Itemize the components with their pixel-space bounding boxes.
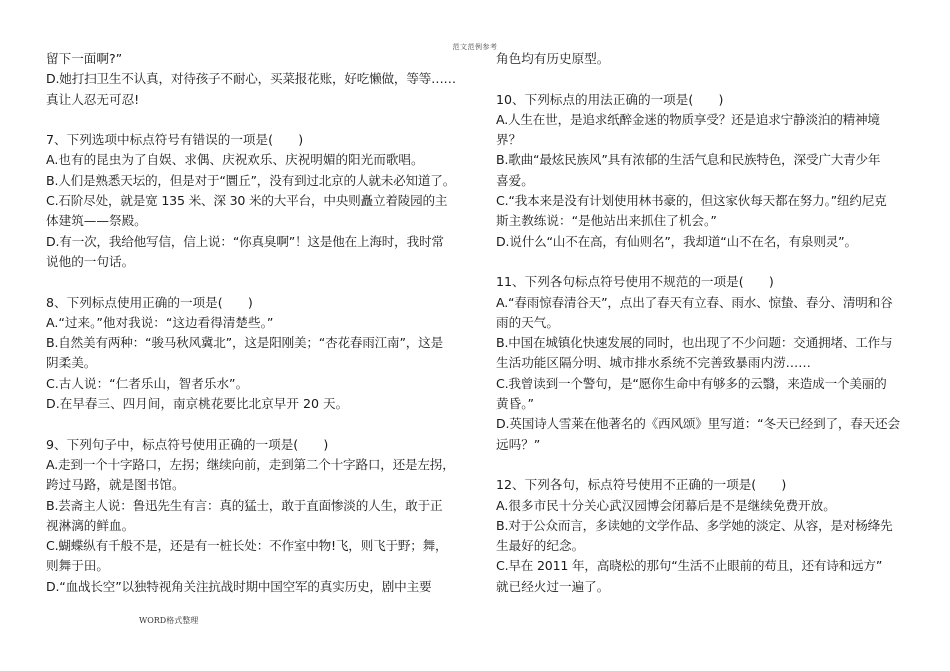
text-line: B.人们是熟悉天坛的，但是对于“圜丘”，没有到过北京的人就未必知道了。 (46, 172, 456, 188)
text-line: 视淋漓的鲜血。 (46, 517, 135, 533)
question-block (46, 49, 476, 110)
text-line: 留下一面啊?” (46, 51, 123, 66)
question-title: 8、下列标点使用正确的一项是( ) (46, 294, 253, 310)
left-column (46, 49, 476, 597)
text-line: D.有一次，我给他写信，信上说：“你真臭啊”！这是他在上海时，我时常 (46, 233, 444, 249)
text-line: B.芸斋主人说：鲁迅先生有言：真的猛士，敢于直面惨淡的人生，敢于正 (46, 497, 443, 513)
text-line: C.我曾读到一个警句，是“愿你生命中有够多的云翳，来造成一个美丽的 (496, 375, 887, 391)
text-line: B.自然美有两种：“骏马秋风冀北”，这是阳刚美；“杏花春雨江南”，这是 (46, 335, 443, 351)
question-block (496, 49, 926, 69)
text-line: 说他的一句话。 (46, 253, 135, 269)
text-line: B.歌曲“最炫民族风”具有浓郁的生活气息和民族特色，深受广大青少年 (496, 152, 881, 168)
text-line: 跨过马路，就是图书馆。 (46, 477, 185, 493)
question-title: 7、下列选项中标点符号有错误的一项是( ) (46, 132, 304, 148)
text-line: A.人生在世，是追求纸醉金迷的物质享受？还是追求宁静淡泊的精神境 (496, 111, 880, 127)
question-block (46, 293, 476, 415)
text-line: 远吗？” (496, 436, 541, 452)
text-line: 则舞于田。 (46, 558, 109, 574)
question-block (46, 130, 476, 272)
question-title: 10、下列标点的用法正确的一项是( ) (496, 91, 724, 107)
text-line: A.很多市民十分关心武汉园博会闭幕后是不是继续免费开放。 (496, 497, 836, 513)
text-line: C.石阶尽处，就是宽 135 米、深 30 米的大平台，中央则矗立着陵园的主 (46, 193, 448, 209)
question-block (46, 435, 476, 597)
question-title: 11、下列各句标点符号使用不规范的一项是( ) (496, 274, 774, 290)
text-line: B.对于公众而言，多读她的文学作品、多学她的淡定、从容，是对杨绛先 (496, 517, 893, 533)
text-line: 斯主教练说：“是他站出来抓住了机会。” (496, 213, 717, 229)
text-line: 黄昏。” (496, 396, 535, 412)
text-line: A.“春雨惊春清谷天”，点出了春天有立春、雨水、惊蛰、春分、清明和谷 (496, 294, 893, 310)
page-header: 范文范例参考 (452, 43, 498, 51)
question-block (496, 475, 926, 597)
right-column (496, 49, 926, 597)
text-line: 阴柔美。 (46, 355, 97, 371)
text-line: 界？ (496, 132, 522, 148)
text-line: A.“过来。”他对我说：“这边看得清楚些。” (46, 314, 274, 330)
text-line: D.“血战长空”以独特视角关注抗战时期中国空军的真实历史，剧中主要 (46, 578, 432, 594)
text-line: 雨的天气。 (496, 314, 559, 330)
question-block (496, 272, 926, 455)
text-line: A.也有的昆虫为了自娱、求偶、庆祝欢乐、庆祝明媚的阳光而歌唱。 (46, 152, 424, 168)
text-line: B.中国在城镇化快速发展的同时，也出现了不少问题：交通拥堵、工作与 (496, 335, 893, 351)
text-line: D.在早春三、四月间，南京桃花要比北京早开 20 天。 (46, 396, 349, 412)
text-line: 就已经火过一遍了。 (496, 578, 610, 594)
text-line: 体建筑——祭殿。 (46, 213, 147, 229)
text-line: D.英国诗人雪莱在他著名的《西风颂》里写道：“冬天已经到了，春天还会 (496, 416, 900, 432)
text-line: 生最好的纪念。 (496, 538, 585, 554)
text-line: A.走到一个十字路口，左拐；继续向前，走到第二个十字路口，还是左拐， (46, 456, 455, 472)
page-footer: WORD格式整理 (139, 616, 199, 625)
question-block (496, 90, 926, 252)
text-line: D.说什么“山不在高，有仙则名”，我却道“山不在名，有泉则灵”。 (496, 233, 857, 249)
text-line: 角色均有历史原型。 (496, 51, 610, 66)
text-line: 真让人忍无可忍! (46, 91, 140, 107)
text-line: C.早在 2011 年，高晓松的那句“生活不止眼前的苟且，还有诗和远方” (496, 558, 883, 574)
text-line: C.古人说：“仁者乐山，智者乐水”。 (46, 375, 249, 391)
text-line: D.她打扫卫生不认真，对待孩子不耐心，买菜报花账，好吃懒做，等等…… (46, 71, 456, 87)
text-line: 生活功能区隔分明、城市排水系统不完善致暴雨内涝…… (496, 355, 811, 371)
text-line: C.“我本来是没有计划使用林书豪的，但这家伙每天都在努力。”纽约尼克 (496, 193, 887, 209)
question-title: 12、下列各句，标点符号使用不正确的一项是( ) (496, 477, 787, 493)
text-line: C.蝴蝶纵有千般不是，还是有一桩长处：不作室中物!飞，则飞于野；舞， (46, 538, 448, 554)
text-line: 喜爱。 (496, 172, 534, 188)
question-title: 9、下列句子中，标点符号使用正确的一项是( ) (46, 436, 329, 452)
